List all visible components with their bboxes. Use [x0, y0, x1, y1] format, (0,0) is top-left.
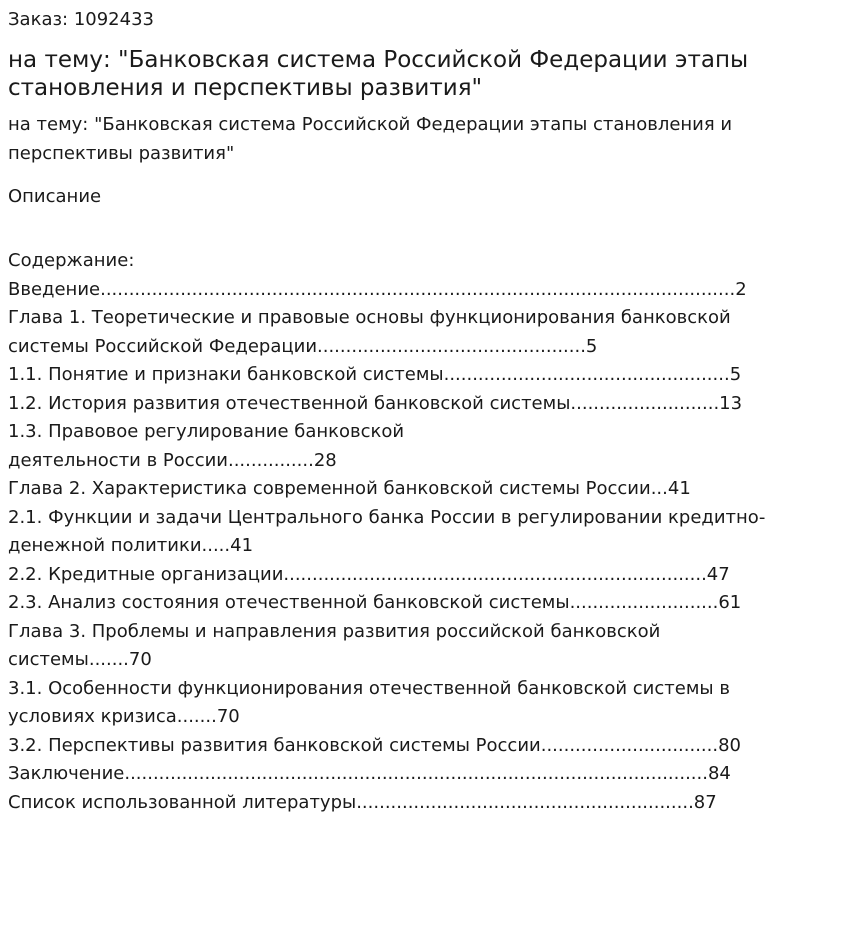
- toc-line: 2.1. Функции и задачи Центрального банка России в регулировании кредитно-: [8, 506, 766, 528]
- toc-line: 3.2. Перспективы развития банковской системы России...............................80: [8, 734, 741, 756]
- toc-line: Глава 3. Проблемы и направления развития российской банковской: [8, 620, 661, 642]
- toc-line: 2.2. Кредитные организации..........................................................................47: [8, 563, 730, 585]
- toc-line: Список использованной литературы...........................................................87: [8, 791, 717, 813]
- toc-line: условиях кризиса.......70: [8, 706, 240, 727]
- toc-line: системы Российской Федерации...............................................5: [8, 335, 598, 357]
- toc-line: 1.1. Понятие и признаки банковской системы..................................................5: [8, 364, 742, 385]
- page-title: на тему: "Банковская система Российской Федерации этапы становления и перспективы развития": [8, 47, 749, 101]
- toc-line: 2.3. Анализ состояния отечественной банковской системы..........................61: [8, 592, 742, 613]
- order-number: Заказ: 1092433: [8, 9, 154, 30]
- toc-line: Глава 1. Теоретические и правовые основы функционирования банковской: [8, 307, 731, 328]
- table-of-contents: [8, 247, 839, 817]
- toc-line: денежной политики.....41: [8, 535, 254, 556]
- description-heading: Описание: [8, 186, 102, 207]
- toc-line: Глава 2. Характеристика современной банковской системы России...41: [8, 478, 691, 499]
- toc-line: 3.1. Особенности функционирования отечественной банковской системы в: [8, 677, 730, 699]
- toc-line: деятельности в России...............28: [8, 449, 337, 471]
- toc-line: 1.2. История развития отечественной банковской системы..........................13: [8, 392, 743, 414]
- toc-line: системы.......70: [8, 649, 152, 670]
- toc-line: Заключение......................................................................................................84: [8, 763, 731, 784]
- toc-line: 1.3. Правовое регулирование банковской: [8, 421, 405, 442]
- page-subtitle: на тему: "Банковская система Российской Федерации этапы становления и перспективы развития": [8, 114, 733, 164]
- toc-heading: Содержание:: [8, 250, 135, 271]
- toc-line: Введение...............................................................................................................2: [8, 278, 747, 300]
